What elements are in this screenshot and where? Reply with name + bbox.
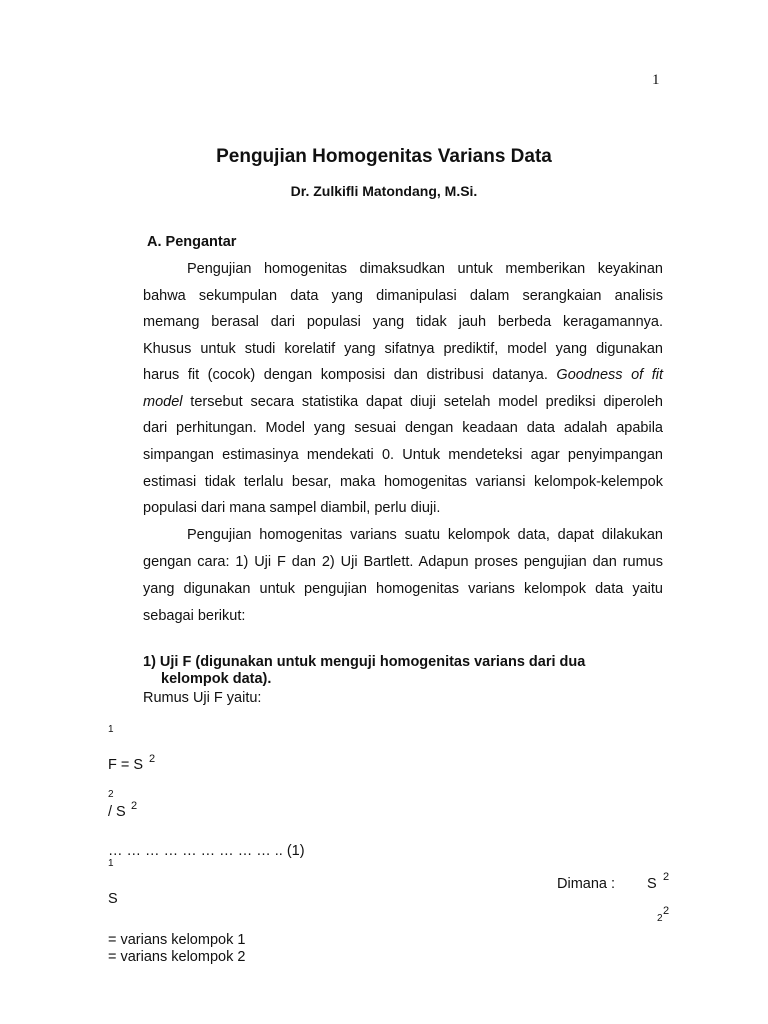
paragraph-1-line-4: Khusus untuk studi korelatif yang sifatnya prediktif, model yang digunakan [143, 341, 663, 357]
superscript-2-c: 2 [663, 871, 670, 883]
paragraph-1-line-2: bahwa sekumpulan data yang dimanipulasi dalam serangkaian analisis [143, 288, 663, 304]
superscript-2-b: 2 [131, 800, 138, 812]
formula-slash-s: / S [108, 804, 126, 820]
paragraph-1-line-3: memang berasal dari populasi yang tidak jauh berbeda keragamannya. [143, 314, 663, 330]
paragraph-1-line-7: dari perhitungan. Model yang sesuai dengan keadaan data adalah apabila [143, 420, 663, 436]
varians-kelompok-1: = varians kelompok 1 [108, 932, 246, 948]
superscript-2-a: 2 [149, 753, 156, 765]
varians-kelompok-2: = varians kelompok 2 [108, 949, 246, 965]
subscript-1-b: 1 [108, 858, 114, 869]
rumus-uji-f-label: Rumus Uji F yaitu: [143, 690, 262, 706]
s-label: S [108, 891, 118, 907]
uji-f-heading-line-1: 1) Uji F (digunakan untuk menguji homogenitas varians dari dua [143, 654, 586, 670]
formula-f-equals-s: F = S [108, 757, 144, 773]
paragraph-1-line-10: populasi dari mana sampel diambil, perlu diuji. [143, 500, 441, 516]
subscript-2: 2 [108, 789, 114, 800]
paragraph-1-line-6-text: tersebut secara statistika dapat diuji setelah model prediksi diperoleh [182, 394, 663, 410]
paragraph-1-line-8: simpangan estimasinya mendekati 0. Untuk mendeteksi agar penyimpangan [143, 447, 663, 463]
subscript-1: 1 [108, 724, 114, 735]
document-title: Pengujian Homogenitas Varians Data [216, 146, 552, 167]
paragraph-1-line-5-italic: Goodness of fit [556, 367, 664, 383]
paragraph-2-line-3: yang digunakan untuk pengujian homogenitas varians kelompok data yaitu [143, 581, 663, 597]
paragraph-1-line-5 [143, 367, 663, 383]
document-author: Dr. Zulkifli Matondang, M.Si. [290, 183, 478, 199]
paragraph-1-line-6-italic: model [143, 394, 183, 410]
paragraph-2-line-1: Pengujian homogenitas varians suatu kelompok data, dapat dilakukan [187, 527, 663, 543]
s-right: S [647, 876, 657, 892]
formula-dots-equation-1: … … … … … … … … … .. (1) [108, 843, 305, 859]
paragraph-1-line-6 [143, 394, 663, 410]
paragraph-1-line-1: Pengujian homogenitas dimaksudkan untuk memberikan keyakinan [187, 261, 663, 277]
paragraph-1-line-5-text: harus fit (cocok) dengan komposisi dan distribusi datanya. [143, 367, 557, 383]
paragraph-1-line-9: estimasi tidak terlalu besar, maka homogenitas variansi kelompok-kelempok [143, 474, 663, 490]
uji-f-heading-line-2: kelompok data). [161, 671, 272, 687]
page-number: 1 [652, 72, 660, 88]
subscript-2-c: 2 [657, 913, 663, 924]
paragraph-2-line-2: gengan cara: 1) Uji F dan 2) Uji Bartlett. Adapun proses pengujian dan rumus [143, 554, 663, 570]
superscript-2-d: 2 [663, 905, 670, 917]
paragraph-2-line-4: sebagai berikut: [143, 608, 246, 624]
section-a-heading: A. Pengantar [147, 234, 237, 250]
dimana-label: Dimana : [557, 876, 616, 892]
